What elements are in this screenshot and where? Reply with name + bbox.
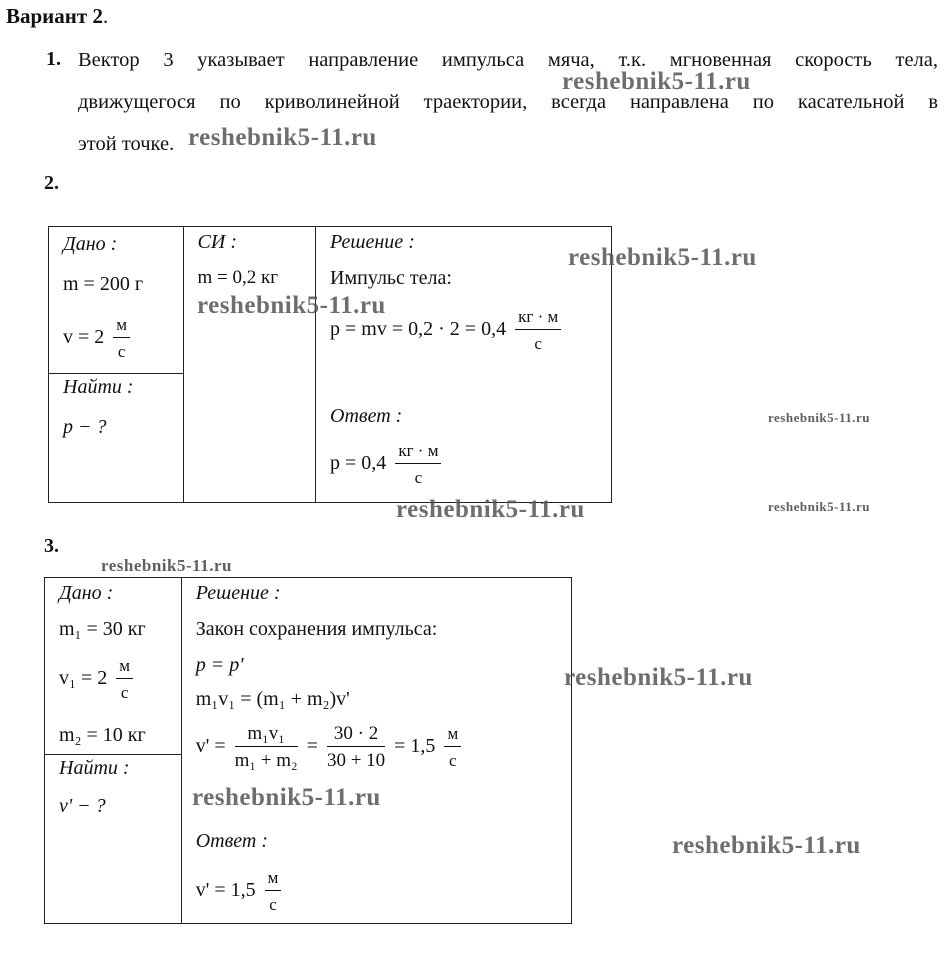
problem2-si-m: m = 0,2 кг <box>197 267 279 288</box>
problem3-find-text: v' − ? <box>59 795 106 817</box>
problem2-given-v: v = 2 $\frac{м}{с}$ <box>63 315 134 362</box>
problem3-given-v1: v₁ = 2 $\frac{м}{с}$ <box>59 656 137 703</box>
watermark: reshebnik5-11.ru <box>672 832 861 859</box>
problem3-answer-label: Ответ : <box>195 830 269 852</box>
watermark: reshebnik5-11.ru <box>768 499 871 514</box>
problem3-given-label: Дано : <box>59 582 114 604</box>
problem3-given-cell <box>45 578 182 755</box>
problem3-eq3: v' = $\frac{\text{m₁v₁}}{\text{m₁ + m₂}}$ = $\frac{30 \cdot 2}{30 + 10}$ = 1,5 $\frac{м}{с}$ <box>196 724 465 771</box>
problem2-given-label: Дано : <box>63 233 118 255</box>
problem1-number: 1. <box>46 48 61 70</box>
problem2-given-m: m = 200 г <box>63 273 144 295</box>
problem2-answer-formula: p = 0,4 $\frac{кг \cdot м}{с}$ <box>330 441 445 488</box>
problem2-given-cell <box>49 227 184 374</box>
watermark: reshebnik5-11.ru <box>562 68 751 95</box>
watermark: reshebnik5-11.ru <box>192 784 381 811</box>
problem1-line3: этой точке. <box>78 133 175 155</box>
problem2-find-cell <box>49 374 184 503</box>
problem3-answer-formula: v' = 1,5 $\frac{м}{с}$ <box>196 868 286 915</box>
problem3-find-label: Найти : <box>59 757 130 779</box>
problem2-solution-title: Импульс тела: <box>330 267 452 289</box>
problem3-eq1: p = p' <box>195 654 244 676</box>
problem2-si-cell <box>183 227 316 503</box>
problem2-solution-formula: p = mv = 0,2 · 2 = 0,4 $\frac{кг \cdot м}{с}$ <box>330 307 565 354</box>
problem2-find-label: Найти : <box>63 376 134 398</box>
problem2-table <box>48 226 612 503</box>
problem1-line1: Вектор 3 указывает направление импульса мяча, т.к. мгновенная скорость тела, <box>78 49 938 71</box>
problem3-number: 3. <box>44 535 59 557</box>
problem2-find-text: p − ? <box>63 416 107 438</box>
problem3-solution-title: Закон сохранения импульса: <box>195 618 438 640</box>
watermark: reshebnik5-11.ru <box>188 124 377 151</box>
watermark: reshebnik5-11.ru <box>768 410 871 425</box>
problem3-find-cell <box>45 755 182 924</box>
problem3-table <box>44 577 572 924</box>
page-title: Вариант 2. <box>6 4 109 28</box>
problem2-solution-label: Решение : <box>330 231 415 253</box>
problem3-given-m1: m₁ = 30 кг <box>59 618 146 640</box>
problem2-answer-label: Ответ : <box>330 405 403 427</box>
watermark: reshebnik5-11.ru <box>564 664 753 691</box>
problem2-number: 2. <box>44 172 59 194</box>
problem3-solution-label: Решение : <box>195 582 281 604</box>
problem3-given-m2: m₂ = 10 кг <box>59 724 146 746</box>
watermark: reshebnik5-11.ru <box>396 496 585 523</box>
problem2-si-label: СИ : <box>197 231 237 253</box>
problem3-eq2: m₁v₁ = (m₁ + m₂)v' <box>195 688 350 710</box>
watermark: reshebnik5-11.ru <box>568 244 757 271</box>
watermark: reshebnik5-11.ru <box>101 556 232 575</box>
problem3-solution-cell <box>181 578 571 924</box>
problem1-line2: движущегося по криволинейной траектории, всегда направлена по касательной в <box>78 91 938 113</box>
watermark: reshebnik5-11.ru <box>197 292 386 319</box>
